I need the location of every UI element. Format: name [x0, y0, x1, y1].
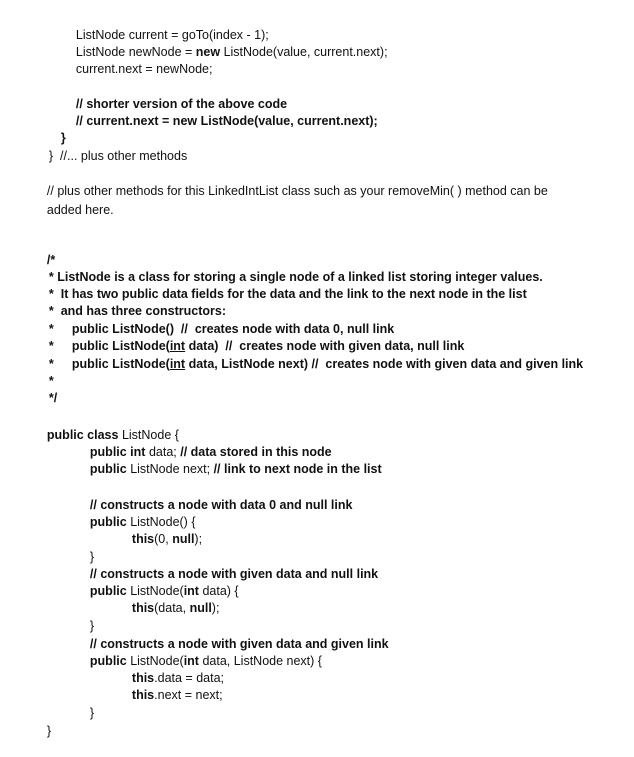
code-comment-current-next: // current.next = new ListNode(value, current.next); — [75, 114, 378, 128]
field-next: public ListNode next; // link to next node in the list — [89, 462, 382, 476]
comment-close: */ — [48, 391, 58, 405]
code-line-assign: current.next = newNode; — [75, 62, 213, 76]
comment-line-1: * ListNode is a class for storing a single node of a linked list storing integer values. — [48, 270, 543, 284]
paragraph-line-1: // plus other methods for this LinkedIntList class such as your removeMin( ) method can be — [46, 184, 548, 198]
field-data: public int data; // data stored in this node — [89, 445, 332, 459]
comment-line-3: * and has three constructors: — [48, 304, 227, 318]
paragraph-line-2: added here. — [46, 203, 114, 217]
constructor-3-close: } — [89, 706, 95, 720]
code-line-newnode: ListNode newNode = new ListNode(value, current.next); — [75, 45, 388, 59]
constructor-3-signature: public ListNode(int data, ListNode next) { — [89, 654, 322, 668]
constructor-1-body: this(0, null); — [131, 532, 203, 546]
constructor-2-close: } — [89, 619, 95, 633]
comment-line-4: public ListNode() // creates node with data 0, null link — [71, 322, 395, 336]
constructor-2-comment: // constructs a node with given data and null link — [89, 567, 379, 581]
code-close-brace-method: } — [60, 131, 66, 145]
constructor-1-signature: public ListNode() { — [89, 515, 196, 529]
comment-line-7-star: * — [48, 374, 54, 388]
code-close-brace-class: } //... plus other methods — [48, 149, 188, 163]
class-close-brace: } — [46, 724, 52, 738]
constructor-1-comment: // constructs a node with data 0 and null link — [89, 498, 353, 512]
constructor-2-body: this(data, null); — [131, 601, 220, 615]
comment-line-4-star: * — [48, 322, 54, 336]
constructor-2-signature: public ListNode(int data) { — [89, 584, 239, 598]
code-line-current: ListNode current = goTo(index - 1); — [75, 28, 269, 42]
comment-open: /* — [46, 253, 56, 267]
constructor-1-close: } — [89, 550, 95, 564]
code-comment-shorter: // shorter version of the above code — [75, 97, 288, 111]
comment-line-6: public ListNode(int data, ListNode next) // creates node with given data and given link — [71, 357, 584, 371]
constructor-3-comment: // constructs a node with given data and given link — [89, 637, 389, 651]
comment-line-2: * It has two public data fields for the data and the link to the next node in the list — [48, 287, 527, 301]
comment-line-5: public ListNode(int data) // creates node with given data, null link — [71, 339, 465, 353]
comment-line-6-star: * — [48, 357, 54, 371]
class-declaration: public class ListNode { — [46, 428, 179, 442]
constructor-3-body-data: this.data = data; — [131, 671, 224, 685]
comment-line-5-star: * — [48, 339, 54, 353]
constructor-3-body-next: this.next = next; — [131, 688, 223, 702]
